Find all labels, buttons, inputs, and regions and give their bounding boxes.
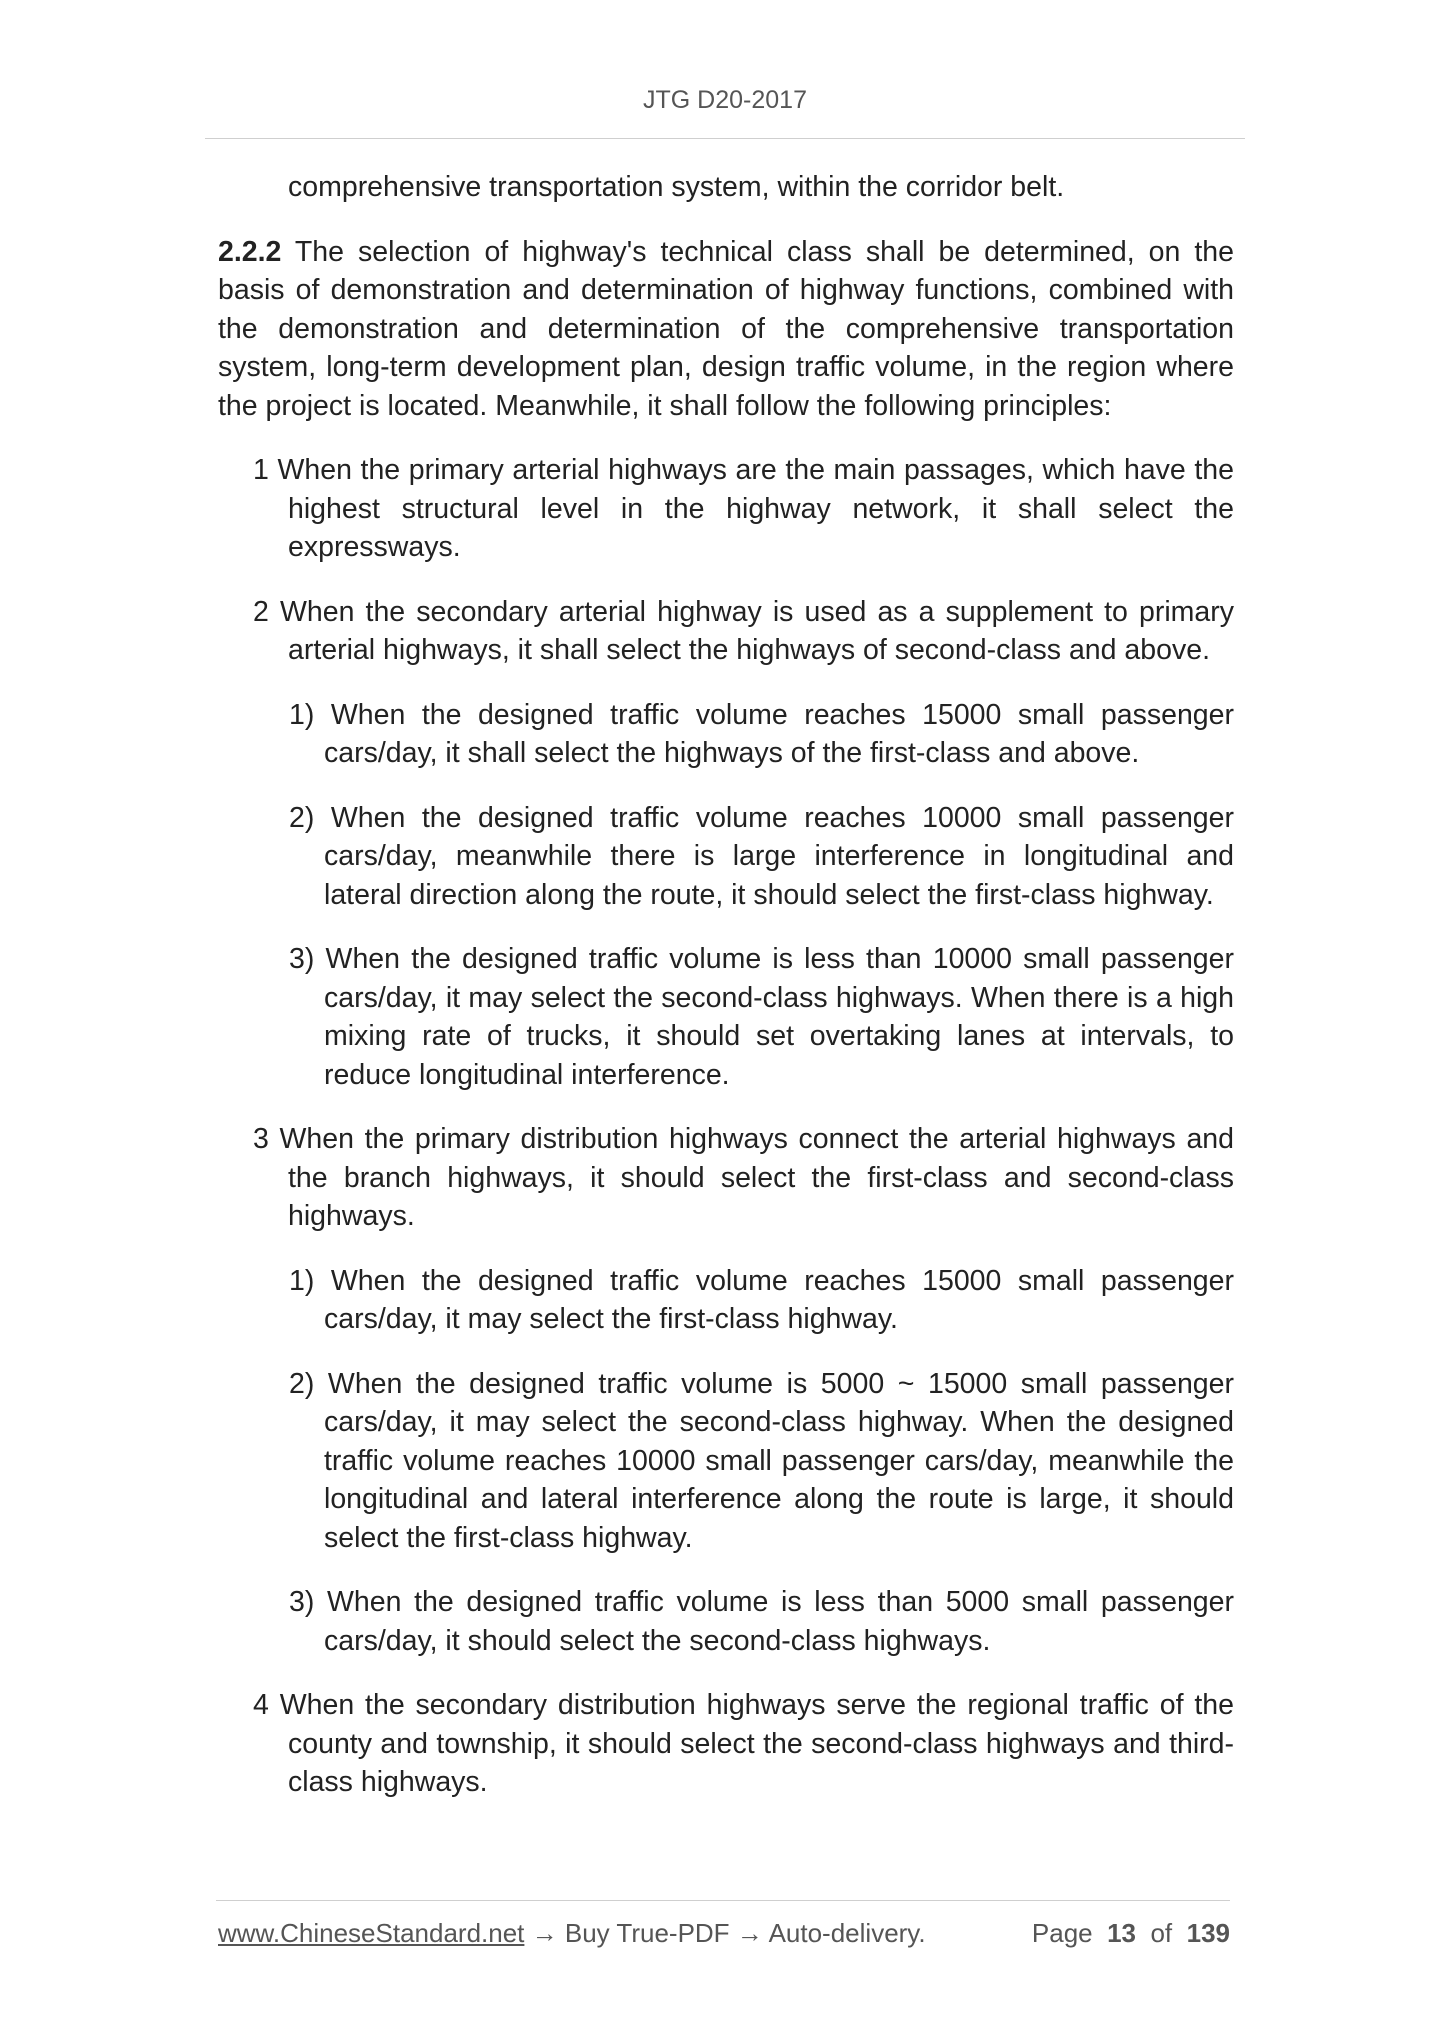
sub-item-2-1: 1) When the designed traffic volume reaches 15000 small passenger cars/day, it shall select the highways of the first-class and above. [289,698,1234,769]
list-item-4: 4 When the secondary distribution highways serve the regional traffic of the county and township, it should select the second-class highways and third-class highways. [253,1689,1234,1798]
list-item-3: 3 When the primary distribution highways connect the arterial highways and the branch highways, it should select the first-class and second-class highways. [253,1123,1234,1232]
page-current: 13 [1107,1918,1137,1948]
sub-item-3-1: 1) When the designed traffic volume reaches 15000 small passenger cars/day, it may select the first-class highway. [289,1264,1234,1335]
sub-item-2-2: 2) When the designed traffic volume reaches 10000 small passenger cars/day, meanwhile there is large interference in longitudinal and lateral direction along the route, it should select the first-class highway. [289,801,1234,911]
sub-item-2-3: 3) When the designed traffic volume is less than 10000 small passenger cars/day, it may select the second-class highways. When there is a high mixing rate of trucks, it should set overtaking lanes at intervals, to reduce longitudinal interference. [289,943,1234,1091]
footer-tagline: → Buy True-PDF → Auto-delivery. [524,1918,926,1948]
list-item-2: 2 When the secondary arterial highway is used as a supplement to primary arterial highways, it shall select the highways of second-class and above. [253,595,1234,666]
clause-2-2-2 [218,233,1234,426]
page-number [1032,1918,1230,1949]
page-of-label: of [1150,1918,1173,1948]
continued-paragraph: comprehensive transportation system, within the corridor belt. [288,171,1065,203]
list-item-1: 1 When the primary arterial highways are the main passages, which have the highest structural level in the highway network, it shall select the expressways. [253,454,1234,563]
page-label: Page [1031,1918,1093,1948]
page-content [218,168,1234,1802]
footer-promo [218,1918,926,1949]
clause-number: 2.2.2 [218,235,282,268]
clause-text: The selection of highway's technical class shall be determined, on the basis of demonstration and determination of highway functions, combined with the demonstration and determination of the comprehensive transportation system, long-term development plan, design traffic volume, in the region where the project is located. Meanwhile, it shall follow the following principles: [218,235,1234,422]
document-code-header: JTG D20-2017 [643,86,807,114]
sub-item-3-3: 3) When the designed traffic volume is less than 5000 small passenger cars/day, it should select the second-class highways. [289,1586,1234,1657]
website-link[interactable]: www.ChineseStandard.net [218,1918,525,1948]
sub-item-3-2: 2) When the designed traffic volume is 5000 ~ 15000 small passenger cars/day, it may select the second-class highway. When the designed traffic volume reaches 10000 small passenger cars/day, meanwhile the longitudinal and lateral interference along the route is large, it should select the first-class highway. [289,1367,1234,1554]
footer-divider [216,1900,1230,1901]
header-divider [205,138,1245,139]
page-total: 139 [1186,1918,1230,1948]
